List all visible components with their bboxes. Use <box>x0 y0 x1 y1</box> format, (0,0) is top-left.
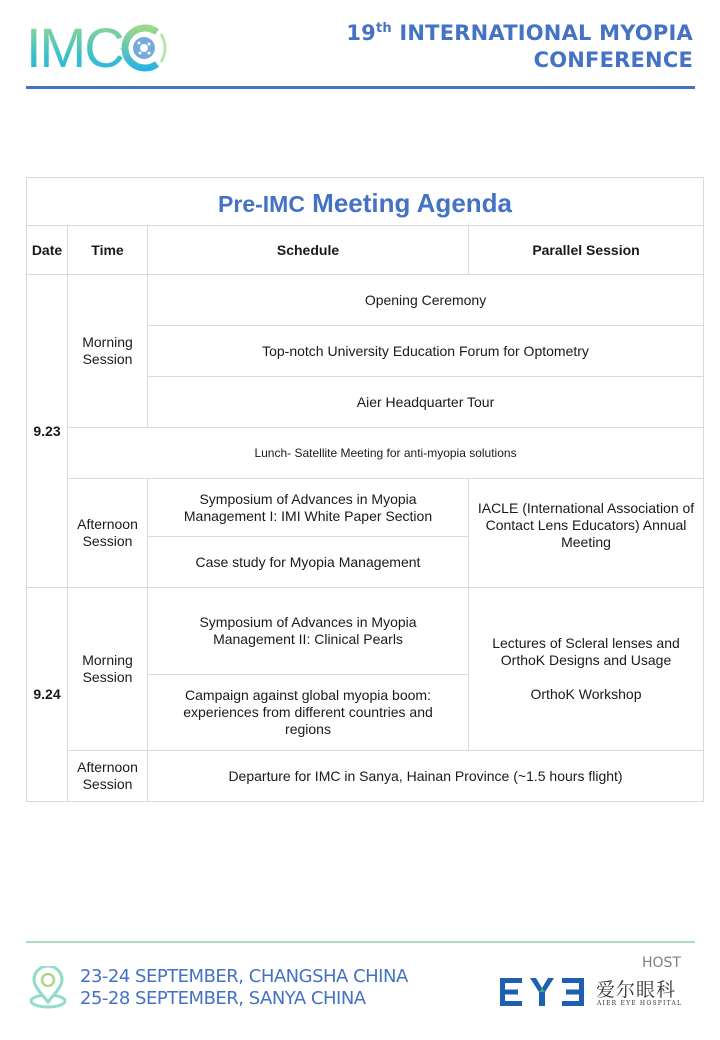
date-cell: 9.24 <box>27 588 68 802</box>
schedule-item: Aier Headquarter Tour <box>148 377 704 428</box>
schedule-item: Symposium of Advances in Myopia Management II: Clinical Pearls <box>148 588 469 675</box>
table-row <box>27 751 704 802</box>
table-row <box>27 428 704 479</box>
parallel-session-workshop: OrthoK Workshop <box>530 686 642 702</box>
time-cell: Morning Session <box>68 275 148 428</box>
parallel-session-item: IACLE (International Association of Contact Lens Educators) Annual Meeting <box>469 479 704 588</box>
eye-globe-icon <box>119 24 169 72</box>
time-cell: Afternoon Session <box>68 751 148 802</box>
header-divider <box>26 86 695 89</box>
imc-logo <box>26 16 166 79</box>
conference-title <box>346 20 693 74</box>
host-name-chinese: 爱尔眼科 <box>596 979 677 1001</box>
time-cell: Morning Session <box>68 588 148 751</box>
conference-ordinal-suffix: th <box>376 21 392 36</box>
conference-title-line1: INTERNATIONAL MYOPIA <box>399 21 693 45</box>
column-header-parallel-session: Parallel Session <box>469 226 704 275</box>
date-cell: 9.23 <box>27 275 68 588</box>
footer-divider <box>26 941 695 943</box>
agenda-table <box>26 177 704 802</box>
imc-logo-text: IMC <box>26 16 123 79</box>
schedule-item: Symposium of Advances in Myopia Management I: IMI White Paper Section <box>148 479 469 537</box>
conference-ordinal: 19 <box>346 21 376 45</box>
agenda-title-main: Meeting Agenda <box>312 188 512 218</box>
table-row <box>27 275 704 326</box>
column-header-time: Time <box>68 226 148 275</box>
location-pin-icon <box>28 966 68 1010</box>
venue-line-sanya: 25-28 SEPTEMBER, SANYA CHINA <box>80 988 366 1009</box>
host-label: HOST <box>642 955 681 971</box>
schedule-item: Campaign against global myopia boom: experiences from different countries and regions <box>148 675 469 751</box>
table-row <box>27 479 704 537</box>
host-name-english: AIER EYE HOSPITAL <box>597 1000 683 1007</box>
table-header-row <box>27 226 704 275</box>
venue-dates <box>80 966 408 1010</box>
time-cell: Afternoon Session <box>68 479 148 588</box>
column-header-schedule: Schedule <box>148 226 469 275</box>
schedule-item: Departure for IMC in Sanya, Hainan Province (~1.5 hours flight) <box>148 751 704 802</box>
venue-line-changsha: 23-24 SEPTEMBER, CHANGSHA CHINA <box>80 966 408 987</box>
column-header-date: Date <box>27 226 68 275</box>
conference-title-line2: CONFERENCE <box>533 48 693 72</box>
table-row <box>27 588 704 675</box>
lunch-item: Lunch- Satellite Meeting for anti-myopia solutions <box>68 428 704 479</box>
schedule-item: Case study for Myopia Management <box>148 537 469 588</box>
parallel-session-item <box>469 588 704 751</box>
schedule-item: Top-notch University Education Forum for Optometry <box>148 326 704 377</box>
agenda-title-row <box>27 178 704 226</box>
aier-eye-logo <box>500 978 586 1006</box>
schedule-item: Opening Ceremony <box>148 275 704 326</box>
agenda-title-prefix: Pre-IMC <box>218 191 305 217</box>
agenda-title <box>27 178 704 226</box>
parallel-session-lectures: Lectures of Scleral lenses and OrthoK Designs and Usage <box>492 635 680 668</box>
